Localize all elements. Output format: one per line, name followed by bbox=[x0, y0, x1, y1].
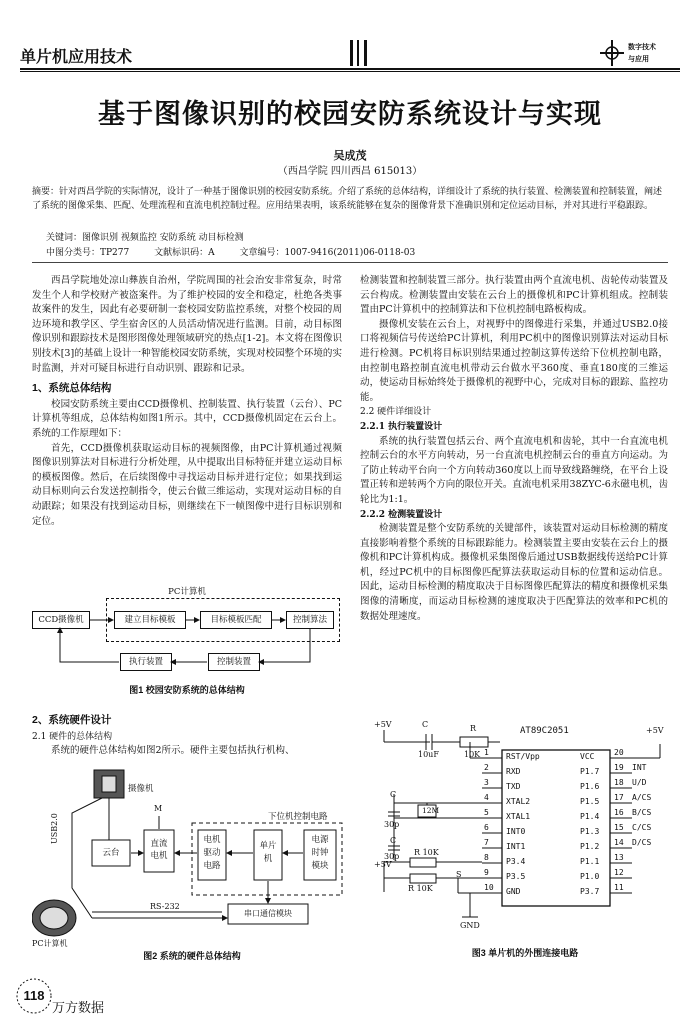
article-number: 文章编号：1007-9416(2011)06-0118-03 bbox=[239, 248, 416, 258]
right-paragraph1: 检测装置和控制装置三部分。执行装置由两个直流电机、齿轮传动装置及云台构成。检测装置由安装在云台上的摄像机和PC计算机组成。控制装置由PC计算机中的控制算法和下位机控制电路板构成。 bbox=[360, 275, 668, 316]
chip-signal-label: C/CS bbox=[632, 823, 652, 832]
fig2-camera-label: 摄像机 bbox=[128, 784, 154, 794]
fig3-r10k-a: R 10K bbox=[414, 848, 439, 857]
chip-pin-name: P1.4 bbox=[580, 812, 600, 821]
fig2-power-line1: 电源 bbox=[311, 835, 329, 845]
right-column bbox=[360, 274, 668, 624]
right-paragraph4: 检测装置是整个安防系统的关键部件，该装置对运动目标检测的精度直接影响着整个系统的目标跟踪能力。检测装置主要由安装在云台上的摄像机和PC计算机构成。摄像机采集图像后通过USB数据线传送给PC计算机，经过PC机中的目标图像匹配算法获取运动目标的位置和运动信息。因此，运动目标检测的精度取决于目标图像匹配算法的精度和摄像机采集图像的清晰度，而运动目标检测的速度取决于匹配算法的效率和PC机的数据处理速度。 bbox=[360, 523, 668, 622]
fig1-arrows bbox=[32, 585, 342, 681]
chip-pin-number: 6 bbox=[484, 823, 489, 832]
article-title: 基于图像识别的校园安防系统设计与实现 bbox=[98, 99, 602, 130]
column-name: 单片机应用技术 bbox=[20, 49, 133, 66]
left-column-section2 bbox=[32, 708, 342, 759]
chip-signal-label: A/CS bbox=[632, 793, 652, 802]
fig3-c10u: 10uF bbox=[418, 750, 439, 759]
fig3-gnd: GND bbox=[460, 921, 480, 930]
fig3-vplus-left: +5V bbox=[374, 720, 392, 729]
chip-signal-label: U/D bbox=[632, 778, 647, 787]
fig2-drive-line1: 电机 bbox=[203, 835, 221, 845]
figure1 bbox=[32, 585, 342, 695]
fig1-caption: 图1 校园安防系统的总体结构 bbox=[129, 685, 245, 695]
fig2-power-line3: 模块 bbox=[311, 861, 329, 871]
fig3-xtal: 12M bbox=[422, 806, 440, 815]
fig3-switch-label: S bbox=[456, 870, 462, 879]
fig3-vplus-lower: +5V bbox=[374, 860, 392, 869]
chip-pin-name: P1.1 bbox=[580, 857, 600, 866]
publisher: 万方数据 bbox=[52, 1000, 105, 1015]
fig1-ccd-box: CCD摄像机 bbox=[32, 611, 90, 629]
fig3-c-b: C bbox=[390, 836, 397, 845]
fig3-vplus-right: +5V bbox=[646, 726, 664, 735]
chip-pin-number: 14 bbox=[614, 838, 624, 847]
chip-pin-number: 4 bbox=[484, 793, 489, 802]
section2-1-paragraph: 系统的硬件总体结构如图2所示。硬件主要包括执行机构、 bbox=[51, 745, 295, 757]
document-code: 文献标识码：A bbox=[154, 248, 215, 258]
logo-line2: 与应用 bbox=[628, 54, 649, 63]
fig2-lower-board-label: 下位机控制电路 bbox=[268, 812, 328, 822]
section2-2-heading: 2.2 硬件详细设计 bbox=[360, 407, 432, 418]
chip-pin-name: P1.3 bbox=[580, 827, 600, 836]
chip-pin-number: 11 bbox=[614, 883, 624, 892]
chip-pin-number: 1 bbox=[484, 748, 489, 757]
fig3-r10k: 10K bbox=[464, 750, 481, 759]
chip-pin-name: P1.6 bbox=[580, 782, 600, 791]
pc-monitor-icon bbox=[32, 900, 76, 936]
chip-pin-name: VCC bbox=[580, 752, 595, 761]
fig1-build-template-box: 建立目标模板 bbox=[114, 611, 186, 629]
fig2-pc-label: PC计算机 bbox=[32, 939, 68, 948]
section2-2-1-heading: 2.2.1 执行装置设计 bbox=[360, 421, 443, 432]
fig2-drive-line3: 电路 bbox=[203, 861, 221, 871]
classification-line bbox=[46, 245, 437, 258]
affiliation: （西昌学院 四川西昌 615013） bbox=[277, 166, 423, 177]
fig1-control-device-box: 控制装置 bbox=[208, 653, 260, 671]
fig2-mcu-label bbox=[254, 840, 282, 866]
camera-icon bbox=[94, 770, 124, 808]
chip-pin-number: 13 bbox=[614, 853, 624, 862]
fig3-r10k-b: R 10K bbox=[408, 884, 433, 893]
chip-pin-name: GND bbox=[506, 887, 521, 896]
chip-signal-label: INT bbox=[632, 763, 647, 772]
section2-heading: 2、系统硬件设计 bbox=[32, 714, 112, 726]
chip-pin-name: INT0 bbox=[506, 827, 526, 836]
fig2-caption: 图2 系统的硬件总体结构 bbox=[143, 951, 241, 961]
chip-pin-number: 7 bbox=[484, 838, 489, 847]
abstract: 摘要：针对西昌学院的实际情况，设计了一种基于图像识别的校园安防系统。介绍了系统的总体结构，详细设计了系统的执行装置、检测装置和控制装置，阐述了系统的图像采集、匹配、处理流程和直流电机控制过程。应用结果表明，该系统能够在复杂的图像背景下准确识别和定位运动目标，并对其进行平稳跟踪。 bbox=[32, 187, 663, 211]
header-rule-thin bbox=[20, 71, 680, 72]
section1-heading: 1、系统总体结构 bbox=[32, 382, 112, 395]
header-rule bbox=[20, 68, 680, 70]
keywords: 关键词：图像识别 视频监控 安防系统 动目标检测 bbox=[46, 233, 244, 243]
figure2 bbox=[32, 768, 352, 963]
header-separator bbox=[32, 262, 668, 263]
chip-pin-number: 17 bbox=[614, 793, 624, 802]
fig3-c-a: C bbox=[390, 790, 397, 799]
chip-pin-name: P1.5 bbox=[580, 797, 600, 806]
chip-pin-number: 9 bbox=[484, 868, 489, 877]
chip-pin-name: RXD bbox=[506, 767, 521, 776]
right-paragraph2: 摄像机安装在云台上，对视野中的图像进行采集，并通过USB2.0接口将视频信号传送给PC计算机，利用PC机中的图像识别算法对运动目标进行检测。PC机将目标识别结果通过控制这算传送给下位机控制电路，由控制电路控制直流电机带动云台做水平360度、垂直180度的三维运动，使运动目标始终处于摄像机的视野中心，完成对目标的跟踪、监控功能。 bbox=[360, 318, 668, 403]
chip-signal-label: D/CS bbox=[632, 838, 652, 847]
chip-pin-name: XTAL2 bbox=[506, 797, 531, 806]
fig2-usb-label: USB2.0 bbox=[50, 813, 59, 844]
chip-pin-name: P3.7 bbox=[580, 887, 600, 896]
section2-1-heading: 2.1 硬件的总体结构 bbox=[32, 731, 113, 742]
fig2-mcu-line1: 单片 bbox=[259, 841, 277, 851]
page-number: 118 bbox=[23, 988, 45, 1003]
chip-pin-name: INT1 bbox=[506, 842, 526, 851]
chip-pin-name: P3.5 bbox=[506, 872, 526, 881]
fig2-power-line2: 时钟 bbox=[311, 848, 329, 858]
section2-2-2-heading: 2.2.2 检测装置设计 bbox=[360, 509, 443, 520]
fig2-motor-line2: 电机 bbox=[150, 851, 168, 861]
fig2-m-label: M bbox=[154, 804, 163, 813]
chip-pin-name: XTAL1 bbox=[506, 812, 531, 821]
intro-paragraph: 西昌学院地处凉山彝族自治州，学院周围的社会治安非常复杂，时常发生个人和学校财产被盗案件。为了维护校园的安全和稳定，杜绝各类事故案件的发生，因此有必要研制一套校园安防监控系统，对整个校园的周边环境和教学区、学生宿舍区的人员活动情况进行监测。目前，动目标图像识别和跟踪技术是图形图像处理领域研究的热点[1-2]。本文将在图像识别技术[3]的基础上设计一种智能校园安防系统，实现对校园整个环境的实时监测，并对可疑目标进行自动识别、跟踪和记录。 bbox=[32, 275, 342, 374]
chip-pin-number: 15 bbox=[614, 823, 624, 832]
fig2-drive-label bbox=[198, 834, 226, 873]
fig3-r-top: R bbox=[470, 724, 477, 733]
fig1-actuator-box: 执行装置 bbox=[120, 653, 172, 671]
chip-pin-number: 3 bbox=[484, 778, 489, 787]
fig2-motor-line1: 直流 bbox=[150, 839, 168, 849]
fig3-chip-name: AT89C2051 bbox=[520, 726, 569, 736]
fig1-pc-label: PC计算机 bbox=[168, 587, 206, 597]
fig2-serial-label: 串口通信模块 bbox=[244, 909, 292, 918]
chip-pin-number: 5 bbox=[484, 808, 489, 817]
journal-logo-icon bbox=[598, 40, 626, 66]
header-bars-icon bbox=[348, 40, 372, 66]
chip-pin-number: 18 bbox=[614, 778, 624, 787]
chip-pin-name: P1.2 bbox=[580, 842, 600, 851]
section1-paragraph1: 校园安防系统主要由CCD摄像机、控制装置、执行装置（云台）、PC计算机等组成，总体结构如图1所示。其中，CCD摄像机固定在云台上。系统的工作原理如下： bbox=[32, 398, 342, 439]
left-column bbox=[32, 274, 342, 529]
chip-pin-number: 12 bbox=[614, 868, 624, 877]
fig2-power-label bbox=[304, 834, 336, 873]
chip-pin-name: P3.4 bbox=[506, 857, 526, 866]
chip-pin-number: 2 bbox=[484, 763, 489, 772]
right-paragraph3: 系统的执行装置包括云台、两个直流电机和齿轮，其中一台直流电机控制云台的水平方向转动，另一台直流电机控制云台的垂直方向运动。为了防止转动平台向一个方向转动360度以上而导致线路缠绕，在平台上设置正转和逆转两个方向的限位开关。直流电机采用38ZYC-6永磁电机，齿轮比为1:1。 bbox=[360, 435, 668, 505]
journal-logo bbox=[598, 40, 684, 66]
chip-pin-number: 16 bbox=[614, 808, 624, 817]
section1-paragraph2: 首先，CCD摄像机获取运动目标的视频图像，由PC计算机通过视频图像识别算法对目标进行分析处理，从中提取出目标特征并建立运动目标的模板图像。然后，在后续图像中寻找运动目标并进行定位；如果找到运动目标则向云台发送控制指令，使云台做三维运动，实现对运动目标的自动跟踪；如果没有找到运动目标，则继续在下一帧图像中进行目标识别和定位。 bbox=[32, 442, 342, 527]
clc-number: 中图分类号：TP277 bbox=[46, 248, 130, 258]
chip-pin-name: P1.7 bbox=[580, 767, 600, 776]
fig2-rs232-label: RS-232 bbox=[150, 902, 180, 911]
chip-pin-number: 8 bbox=[484, 853, 489, 862]
chip-pin-number: 10 bbox=[484, 883, 494, 892]
fig2-mcu-line2: 机 bbox=[263, 854, 273, 864]
chip-signal-label: B/CS bbox=[632, 808, 652, 817]
chip-pin-name: P1.0 bbox=[580, 872, 600, 881]
fig2-motor-label bbox=[144, 838, 174, 862]
fig3-c30p-b: 30p bbox=[384, 852, 400, 861]
logo-line1: 数字技术 bbox=[628, 42, 656, 51]
chip-pin-number: 20 bbox=[614, 748, 624, 757]
fig3-c-top: C bbox=[422, 720, 429, 729]
fig3-caption: 图3 单片机的外围连接电路 bbox=[471, 948, 579, 958]
fig3-c30p-a: 30p bbox=[384, 820, 400, 829]
author: 吴成茂 bbox=[333, 149, 367, 162]
chip-pin-name: RST/Vpp bbox=[506, 752, 540, 761]
fig2-drive-line2: 驱动 bbox=[203, 848, 221, 858]
fig1-template-match-box: 目标模板匹配 bbox=[200, 611, 272, 629]
fig1-control-alg-box: 控制算法 bbox=[286, 611, 334, 629]
chip-pin-name: TXD bbox=[506, 782, 521, 791]
fig2-pantilt-label: 云台 bbox=[102, 848, 120, 858]
figure3 bbox=[370, 712, 680, 962]
chip-pin-number: 19 bbox=[614, 763, 624, 772]
